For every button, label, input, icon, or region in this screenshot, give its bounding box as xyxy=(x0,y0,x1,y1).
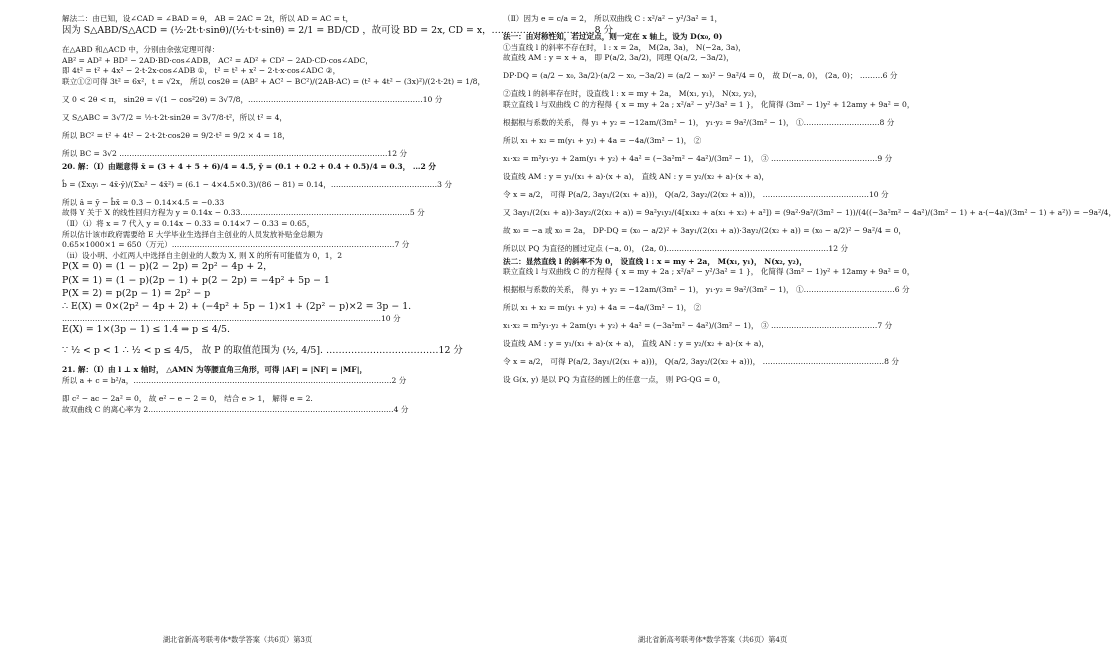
text-line: P(X = 2) = p(2p − 1) = 2p² − p xyxy=(62,287,211,299)
right-page xyxy=(475,0,1116,651)
question-20-header: 20. 解：（Ⅰ）由题意得 x̄ = (3 + 4 + 5 + 6)/4 = 4.5, ȳ = (0.1 + 0.2 + 0.4 + 0.5)/4 = 0.3， …2 分 xyxy=(62,161,436,171)
text-line: ………………………………………………………………………………………………………………10 分 xyxy=(62,313,401,323)
text-line: ∵ ½ < p < 1 ∴ ½ < p ≤ 4/5， 故 P 的取值范围为 (½, 4/5]. ………………………………12 分 xyxy=(62,344,463,356)
text-line: 因为 S△ABD/S△ACD = (½·2t·t·sinθ)/(½·t·t·sinθ) = 2/1 = BD/CD ，故可设 BD = 2x, CD = x，……………………………8 分 xyxy=(62,24,613,36)
text-line: 设直线 AM : y = y₁/(x₁ + a)·(x + a)， 直线 AN : y = y₂/(x₂ + a)·(x + a)， xyxy=(503,339,769,349)
text-line: AB² = AD² + BD² − 2AD·BD·cos∠ADB， AC² = AD² + CD² − 2AD·CD·cos∠ADC， xyxy=(62,55,373,65)
text-line: 故得 Y 关于 X 的线性回归方程为 y = 0.14x − 0.33.…………………………………………………………5 分 xyxy=(62,208,425,218)
text-line: 又 S△ABC = 3√7/2 = ½·t·2t·sin2θ = 3√7/8·t²，所以 t² = 4， xyxy=(62,112,287,122)
text-line: 设直线 AM : y = y₁/(x₁ + a)·(x + a)， 直线 AN : y = y₂/(x₂ + a)·(x + a)， xyxy=(503,171,769,181)
text-line: 所以以 PQ 为直径的圆过定点 (−a, 0)， (2a, 0).………………………………………………………12 分 xyxy=(503,243,849,253)
text-line: b̂ = (Σxᵢyᵢ − 4x̄·ȳ)/(Σxᵢ² − 4x̄²) = (6.1 − 4×4.5×0.3)/(86 − 81) = 0.14，……………………………………3 分 xyxy=(62,179,452,189)
page-footer: 湖北省新高考联考体*数学答案（共6页）第4页 xyxy=(637,635,788,644)
method-1-header: 法一：由对称性知，若过定点，则一定在 x 轴上，设为 D(x₀, 0) xyxy=(503,32,723,41)
text-line: 又 0 < 2θ < π， sin2θ = √(1 − cos²2θ) = 3√7/8，……………………………………………………………10 分 xyxy=(62,94,443,104)
text-line: 联立直线 l 与双曲线 C 的方程得 { x = my + 2a ; x²/a² − y²/3a² = 1 }， 化简得 (3m² − 1)y² + 12amy + 9a² = 0， xyxy=(503,99,915,109)
text-line: 即 4t² = t² + 4x² − 2·t·2x·cos∠ADB ①， t² = t² + x² − 2·t·x·cos∠ADC ②， xyxy=(62,66,341,76)
method-2-header: 法二：显然直线 l 的斜率不为 0， 设直线 l : x = my + 2a， M(x₁, y₁)， N(x₂, y₂)， xyxy=(503,256,807,266)
text-line: 故直线 AM : y = x + a， 即 P(a/2, 3a/2)，同理 Q(a/2, −3a/2)， xyxy=(503,53,734,63)
text-line: DP·DQ = (a/2 − x₀, 3a/2)·(a/2 − x₀, −3a/2) = (a/2 − x₀)² − 9a²/4 = 0， 故 D(−a, 0)， (2a, 0)； ………6 分 xyxy=(503,71,898,81)
text-line: （ⅱ）设小明、小红两人中选择自主创业的人数为 X, 则 X 的所有可能值为 0，1，2 xyxy=(62,250,343,260)
text-line: P(X = 0) = (1 − p)(2 − 2p) = 2p² − 4p + 2， xyxy=(62,261,273,273)
text-line: 联立直线 l 与双曲线 C 的方程得 { x = my + 2a ; x²/a² − y²/3a² = 1 }， 化简得 (3m² − 1)y² + 12amy + 9a² = 0， xyxy=(503,267,915,277)
text-line: 又 3ay₁/(2(x₁ + a))·3ay₂/(2(x₂ + a)) = 9a²y₁y₂/(4[x₁x₂ + a(x₁ + x₂) + a²]) = (9a²·9a²/(3m² − 1))/(4((−3a²m² − 4a²)/(3m² − 1) + a·(−4a)/(3m² − 1) + a²)) = −9a²/4， xyxy=(503,207,1116,217)
text-line: 所以 x₁ + x₂ = m(y₁ + y₂) + 4a = −4a/(3m² − 1)， ② xyxy=(503,303,702,313)
text-line: 令 x = a/2， 可得 P(a/2, 3ay₁/(2(x₁ + a)))， Q(a/2, 3ay₂/(2(x₂ + a)))， ……………………………………10 分 xyxy=(503,189,889,199)
text-line: 设 G(x, y) 是以 PQ 为直径的圆上的任意一点， 则 PG·QG = 0， xyxy=(503,375,726,385)
text-line: 所以 x₁ + x₂ = m(y₁ + y₂) + 4a = −4a/(3m² − 1)， ② xyxy=(503,135,702,145)
text-line: 令 x = a/2， 可得 P(a/2, 3ay₁/(2(x₁ + a)))， Q(a/2, 3ay₂/(2(x₂ + a)))， …………………………………………8 分 xyxy=(503,357,899,367)
text-line: 所以估计该市政府需要给 E 大学毕业生选择自主创业的人员发放补贴金总额为 xyxy=(62,229,323,239)
text-line: 解法二：由已知，设∠CAD = ∠BAD = θ， AB = 2AC = 2t，所以 AD = AC = t， xyxy=(62,14,354,23)
text-line: 所以 BC² = t² + 4t² − 2·t·2t·cos2θ = 9/2·t² = 9/2 × 4 = 18， xyxy=(62,130,290,140)
text-line: P(X = 1) = (1 − p)(2p − 1) + p(2 − 2p) = −4p² + 5p − 1 xyxy=(62,274,330,286)
text-line: ②直线 l 的斜率存在时，设直线 l : x = my + 2a， M(x₁, y₁)， N(x₂, y₂)， xyxy=(503,89,762,99)
text-line: （Ⅱ）（ⅰ）将 x = 7 代入 y = 0.14x − 0.33 = 0.14×7 − 0.33 = 0.65， xyxy=(62,219,315,229)
text-line: 所以 a + c = b²/a，…………………………………………………………………………………………2 分 xyxy=(62,376,407,385)
question-21-header: 21. 解：（Ⅰ）由 l ⊥ x 轴时， △AMN 为等腰直角三角形，可得 |AF| = |NF| = |MF|， xyxy=(62,365,368,375)
text-line: 所以 BC = 3√2 .……………………………………………………………………………………………12 分 xyxy=(62,148,408,158)
text-line: x₁·x₂ = m²y₁·y₂ + 2am(y₁ + y₂) + 4a² = (−3a²m² − 4a²)/(3m² − 1)， ③ ……………………………………7 分 xyxy=(503,321,893,331)
text-line: 根据根与系数的关系， 得 y₁ + y₂ = −12am/(3m² − 1)， y₁·y₂ = 9a²/(3m² − 1)， ①…………………………8 分 xyxy=(503,117,895,127)
text-line: ∴ E(X) = 0×(2p² − 4p + 2) + (−4p² + 5p − 1)×1 + (2p² − p)×2 = 3p − 1. xyxy=(62,300,412,312)
text-line: x₁·x₂ = m²y₁·y₂ + 2am(y₁ + y₂) + 4a² = (−3a²m² − 4a²)/(3m² − 1)， ③ ……………………………………9 分 xyxy=(503,153,893,163)
text-line: （Ⅱ）因为 e = c/a = 2， 所以双曲线 C : x²/a² − y²/3a² = 1， xyxy=(503,14,723,23)
text-line: 故 x₀ = −a 或 x₀ = 2a， DP·DQ = (x₀ − a/2)² + 3ay₁/(2(x₁ + a))·3ay₂/(2(x₂ + a)) = (x₀ − a/2)² − 9a²/4 = 0， xyxy=(503,225,906,235)
text-line: 联立①②可得 3t² = 6x²，t = √2x， 所以 cos2θ = (AB² + AC² − BC²)/(2AB·AC) = (t² + 4t² − (3x)²)/(2·t·2t) = 1/8， xyxy=(62,76,486,86)
page-footer: 湖北省新高考联考体*数学答案（共6页）第3页 xyxy=(162,635,313,644)
text-line: 故双曲线 C 的离心率为 2.……………………………………………………………………………………4 分 xyxy=(62,404,409,414)
text-line: 所以 â = ȳ − b̂x̄ = 0.3 − 0.14×4.5 = −0.33 xyxy=(62,197,225,207)
text-line: 根据根与系数的关系， 得 y₁ + y₂ = −12am/(3m² − 1)， y₁·y₂ = 9a²/(3m² − 1)， ①………………………………6 分 xyxy=(503,285,910,295)
text-line: ①当直线 l 的斜率不存在时， l : x = 2a， M(2a, 3a)， N(−2a, 3a)， xyxy=(503,42,746,52)
text-line: 在△ABD 和△ACD 中，分别由余弦定理可得： xyxy=(62,45,220,55)
text-line: E(X) = 1×(3p − 1) ≤ 1.4 ⇒ p ≤ 4/5. xyxy=(62,324,230,336)
text-line: 即 c² − ac − 2a² = 0， 故 e² − e − 2 = 0， 结合 e > 1， 解得 e = 2. xyxy=(62,394,313,403)
text-line: 0.65×1000×1 = 650（万元）.……………………………………………………………………………7 分 xyxy=(62,240,410,250)
